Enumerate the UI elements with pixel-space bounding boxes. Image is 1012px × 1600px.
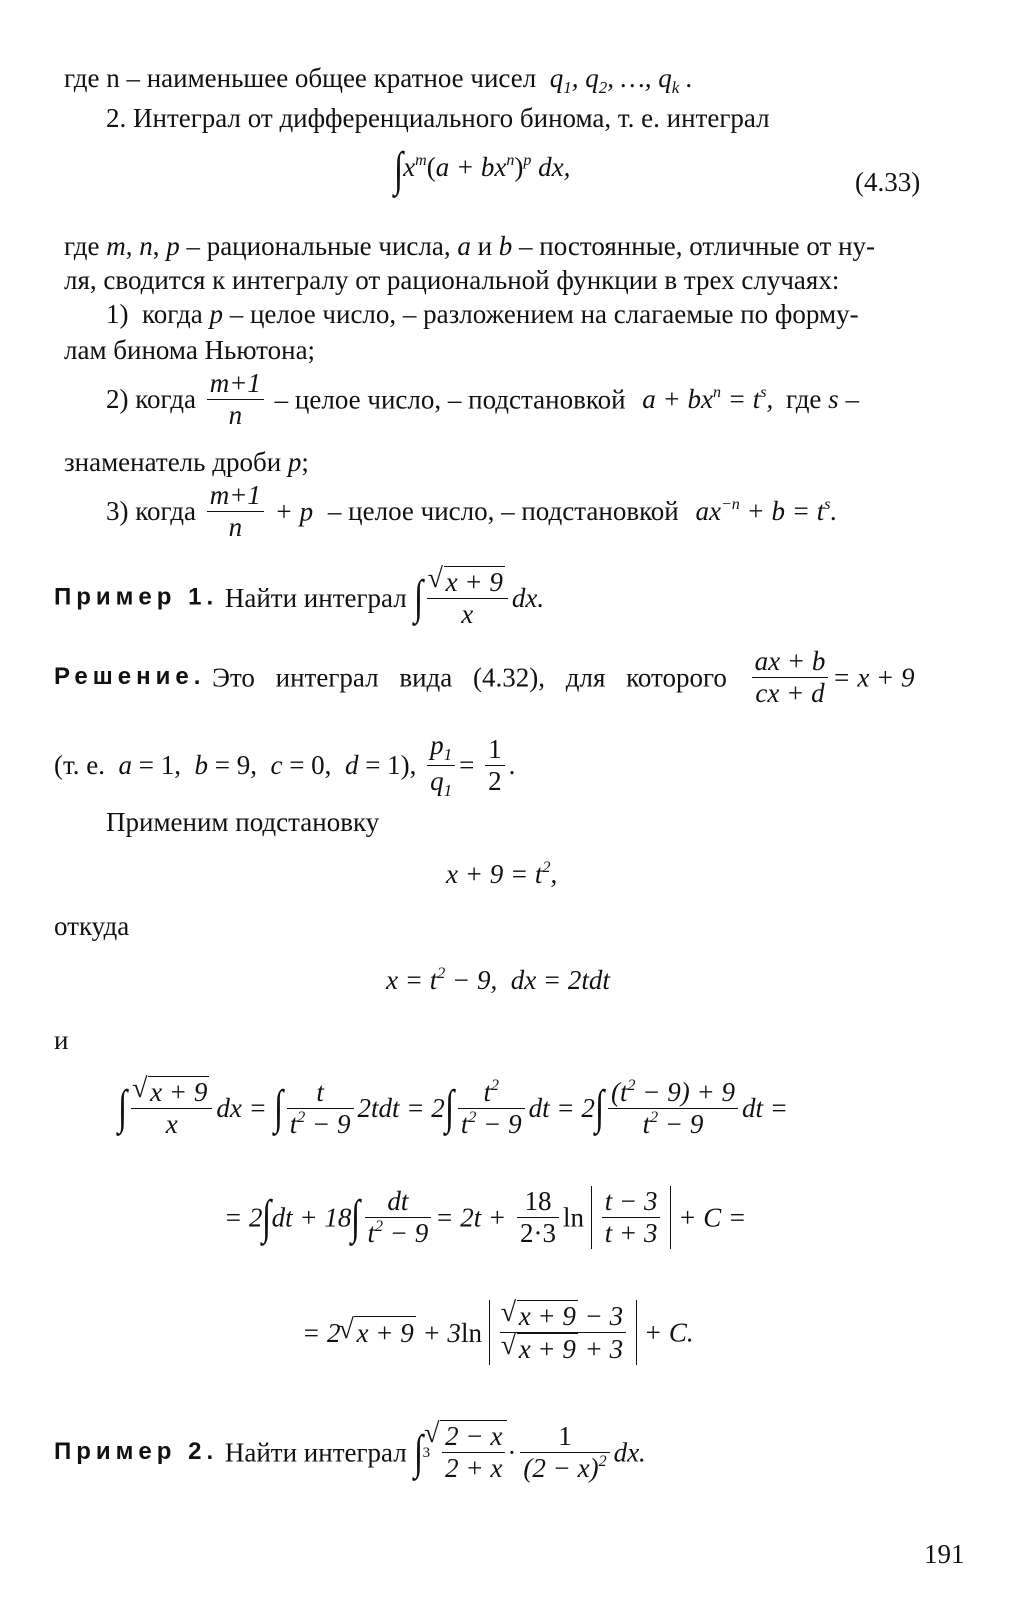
case-2-prefix: 2) когда <box>106 384 196 415</box>
fraction-ax-b-over-cx-d: $\frac{ax + b}{cx + d}$ <box>752 646 829 709</box>
case-3-substitution: $ax^{-n} + b = t^s$. <box>695 496 838 527</box>
case-3-prefix: 3) когда <box>106 496 196 527</box>
case-2-line <box>106 368 859 431</box>
case-2-substitution: $a + bx^n = t^s$, <box>642 384 774 415</box>
solution-rhs: = x + 9 <box>832 662 915 693</box>
and-word: и <box>54 1025 69 1055</box>
params-line: (т. е. a = 1, b = 9, c = 0, d = 1), $\frac{p_1}{q_1}$ = $\frac{1}{2}$ . <box>54 730 516 800</box>
fraction-one-half: $\frac{1}{2}$ <box>485 734 505 797</box>
example-2-text: Найти интеграл <box>224 1437 407 1468</box>
page-number: 191 <box>924 1539 965 1569</box>
example-1-label: Пример 1. <box>54 583 219 611</box>
whence: откуда <box>54 911 130 941</box>
plus-p: + p <box>274 496 314 527</box>
derivation-line-3: = 2√ x + 9 + 3ln √ x + 9 − 3 √ x + 9 + 3 + C. <box>302 1300 694 1365</box>
case-2-where: где s – <box>785 384 859 415</box>
example-2: Пример 2. Найти интеграл ∫3 √ $\frac{2 - x}{2 + x}$ · $\frac{1}{(2 - x)^2}$ dx. <box>54 1420 646 1484</box>
text-line-4: ля, сводится к интегралу от рациональной функции в трех случаях: <box>64 265 840 295</box>
fraction-m-plus-1-over-n: $\frac{m+1}{n}$ <box>207 368 264 431</box>
example-1-text: Найти интеграл <box>224 582 407 613</box>
solution-text: Это интеграл вида (4.32), для которого <box>212 662 727 693</box>
case-3-line <box>106 480 837 543</box>
text-line-3: где m, n, p – рациональные числа, a и b – постоянные, отличные от ну- <box>64 231 876 261</box>
fraction-sqrt-x9-over-x: √ $\frac{x + 9}{x}$ <box>427 566 508 630</box>
case-1-line-a: 1) когда p – целое число, – разложением на слагаемые по форму- <box>106 299 859 329</box>
derivation-line-1: ∫ √ $\frac{x + 9}{x}$ dx = ∫ $\frac{t}{t^2 - 9}$ 2tdt = 2∫ $\frac{t^2}{t^2 - 9}$ dt = 2∫ $\frac{(t^2 - 9) + 9}{t^2 - 9}$ dt = <box>118 1076 788 1140</box>
case-2-line-b: знаменатель дроби p; <box>64 447 309 477</box>
fraction-p1-q1: $\frac{p_1}{q_1}$ <box>427 730 455 800</box>
example-1: Пример 1. Найти интеграл ∫ √ $\frac{x + 9}{x}$ dx. <box>54 566 544 630</box>
text-line-2: 2. Интеграл от дифференциального бинома, т. е. интеграл <box>106 103 770 133</box>
derivation-line-2: = 2∫dt + 18∫ $\frac{dt}{t^2 - 9}$ = 2t + $\frac{18}{2\cdot 3}$ ln $\frac{t - 3}{t + 3}$ + C = <box>224 1186 747 1249</box>
case-2-suffix: – целое число, – подстановкой <box>274 384 626 415</box>
apply-substitution: Применим подстановку <box>106 807 380 837</box>
example-2-label: Пример 2. <box>54 1438 219 1466</box>
equation-4-33: $\int x^m(a + bx^n)^p$ dx, <box>393 143 571 196</box>
solution-line <box>54 646 915 709</box>
case-1-line-b: лам бинома Ньютона; <box>64 335 316 365</box>
text-lcm: где n – наименьшее общее кратное чисел <box>64 63 537 93</box>
dx-equation: $x = t^2 - 9$, dx = 2tdt <box>386 965 610 995</box>
solution-label: Решение. <box>54 663 206 691</box>
equation-number: (4.33) <box>855 167 921 197</box>
text-line-1 <box>64 62 693 98</box>
fraction-m-plus-1-over-n-2: $\frac{m+1}{n}$ <box>207 480 264 543</box>
case-3-suffix: – целое число, – подстановкой <box>327 496 679 527</box>
math-q-list: $q_1$, $q_2$, …, $q_k$ . <box>549 63 693 97</box>
substitution-equation: $x + 9 = t^2$, <box>446 859 558 889</box>
